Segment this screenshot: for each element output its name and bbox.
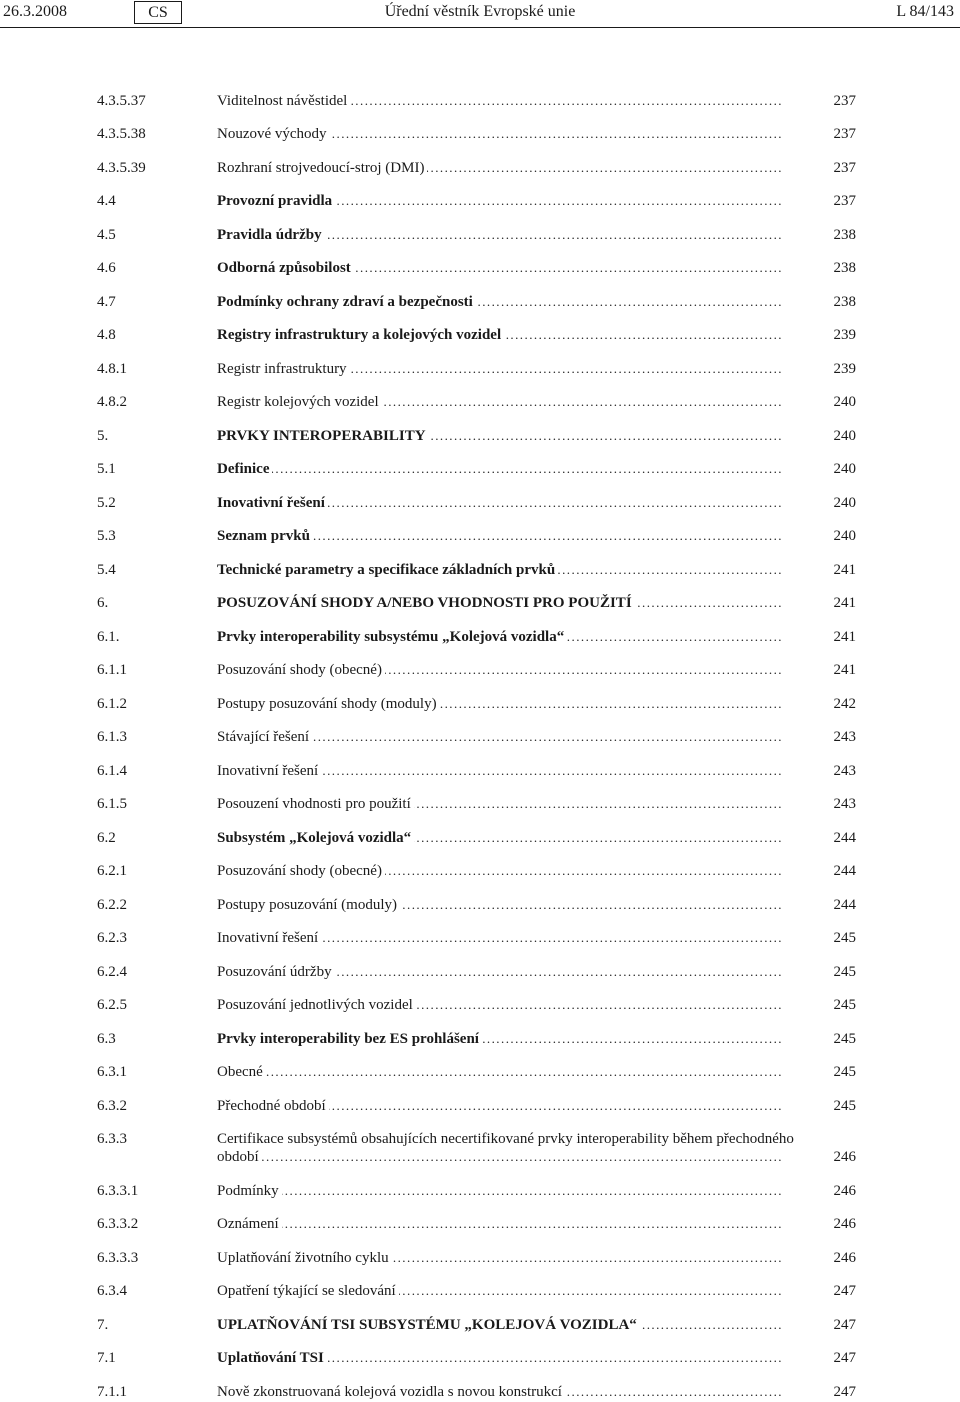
toc-entry-page: 241 xyxy=(833,595,856,611)
toc-entry-number: 6.1.4 xyxy=(97,763,127,779)
toc-entry-leader xyxy=(217,1249,810,1267)
toc-entry-number: 4.3.5.38 xyxy=(97,126,146,142)
toc-entry-leader xyxy=(217,1182,810,1200)
page-reference: L 84/143 xyxy=(896,3,954,20)
toc-entry-page: 239 xyxy=(833,327,856,343)
toc-entry-page: 245 xyxy=(833,930,856,946)
toc-entry-leader xyxy=(217,1282,810,1300)
toc-entry-leader xyxy=(217,1316,810,1334)
toc-entry-title: Stávající řešení xyxy=(217,729,312,745)
toc-entry-page: 241 xyxy=(833,562,856,578)
toc-entry-page: 240 xyxy=(833,461,856,477)
toc-entry-title: Posuzování shody (obecné) xyxy=(217,662,385,678)
toc-entry-page: 238 xyxy=(833,260,856,276)
toc-entry-page: 241 xyxy=(833,662,856,678)
toc-entry-title: Nově zkonstruovaná kolejová vozidla s novou konstrukcí xyxy=(217,1384,565,1400)
toc-entry-title: Posuzování jednotlivých vozidel xyxy=(217,997,416,1013)
toc-entry-page: 247 xyxy=(833,1283,856,1299)
toc-entry-page: 237 xyxy=(833,160,856,176)
toc-entry-title: Registr infrastruktury xyxy=(217,361,350,377)
toc-entry-number: 4.4 xyxy=(97,193,116,209)
toc-entry-number: 4.8.2 xyxy=(97,394,127,410)
toc-entry-number: 7.1 xyxy=(97,1350,116,1366)
toc-entry-title: Viditelnost návěstidel xyxy=(217,93,350,109)
toc-entry-title: POSUZOVÁNÍ SHODY A/NEBO VHODNOSTI PRO POUŽITÍ xyxy=(217,595,635,611)
toc-entry-number: 4.3.5.39 xyxy=(97,160,146,176)
toc-entry-leader xyxy=(217,1063,810,1081)
toc-entry-number: 4.5 xyxy=(97,227,116,243)
toc-entry-leader xyxy=(217,963,810,981)
page-header xyxy=(0,0,960,28)
toc-entry-number: 6.3.3.1 xyxy=(97,1183,139,1199)
toc-entry-leader xyxy=(217,92,810,110)
toc-entry-number: 5.1 xyxy=(97,461,116,477)
toc-entry-leader xyxy=(217,762,810,780)
toc-entry-page: 243 xyxy=(833,796,856,812)
toc-entry-leader xyxy=(217,393,810,411)
journal-title: Úřední věstník Evropské unie xyxy=(384,3,576,20)
toc-entry-leader xyxy=(217,695,810,713)
toc-entry-title: Registr kolejových vozidel xyxy=(217,394,382,410)
toc-entry-leader xyxy=(217,862,810,880)
toc-entry-leader xyxy=(217,594,810,612)
toc-entry-leader xyxy=(217,795,810,813)
toc-entry-page: 237 xyxy=(833,93,856,109)
toc-entry-number: 6.2.5 xyxy=(97,997,127,1013)
toc-entry-leader xyxy=(217,1349,810,1367)
toc-entry-page: 245 xyxy=(833,1064,856,1080)
toc-entry-leader xyxy=(217,628,810,646)
toc-entry-number: 5. xyxy=(97,428,109,444)
toc-entry-title: PRVKY INTEROPERABILITY xyxy=(217,428,429,444)
toc-entry-number: 6.2 xyxy=(97,830,116,846)
toc-entry-page: 243 xyxy=(833,729,856,745)
toc-entry-number: 6.3.3 xyxy=(97,1131,127,1147)
toc-entry-title: Prvky interoperability subsystému „Kolejová vozidla“ xyxy=(217,629,567,645)
toc-entry-leader xyxy=(217,326,810,344)
toc-entry-number: 6.3.3.3 xyxy=(97,1250,139,1266)
toc-entry-leader xyxy=(217,1030,810,1048)
toc-entry-number: 6.2.1 xyxy=(97,863,127,879)
toc-entry-title: Rozhraní strojvedoucí-stroj (DMI) xyxy=(217,160,427,176)
toc-entry-title: Inovativní řešení xyxy=(217,930,321,946)
toc-entry-leader xyxy=(217,259,810,277)
toc-entry-page: 247 xyxy=(833,1350,856,1366)
toc-entry-title: Seznam prvků xyxy=(217,528,313,544)
toc-entry-page: 245 xyxy=(833,1098,856,1114)
toc-entry-leader xyxy=(217,360,810,378)
toc-entry-page: 245 xyxy=(833,964,856,980)
toc-entry-number: 5.3 xyxy=(97,528,116,544)
toc-entry-title: Postupy posuzování shody (moduly) xyxy=(217,696,440,712)
toc-entry-page: 246 xyxy=(833,1149,856,1165)
toc-entry-title: Registry infrastruktury a kolejových vozidel xyxy=(217,327,504,343)
toc-entry-number: 6.2.2 xyxy=(97,897,127,913)
toc-entry-page: 240 xyxy=(833,495,856,511)
toc-entry-number: 5.2 xyxy=(97,495,116,511)
toc-entry-leader xyxy=(217,125,810,143)
toc-entry-leader xyxy=(217,1097,810,1115)
toc-entry-page: 245 xyxy=(833,1031,856,1047)
toc-entry-page: 246 xyxy=(833,1183,856,1199)
toc-entry-leader xyxy=(217,159,810,177)
toc-entry-page: 247 xyxy=(833,1384,856,1400)
toc-entry-title: Inovativní řešení xyxy=(217,763,321,779)
toc-entry-number: 6.2.3 xyxy=(97,930,127,946)
toc-entry-title: Opatření týkající se sledování xyxy=(217,1283,399,1299)
toc-entry-leader xyxy=(217,929,810,947)
toc-entry-leader xyxy=(217,226,810,244)
toc-entry-title: Posuzování údržby xyxy=(217,964,335,980)
toc-entry-title: Odborná způsobilost xyxy=(217,260,354,276)
toc-entry-number: 5.4 xyxy=(97,562,116,578)
toc-entry-page: 244 xyxy=(833,897,856,913)
toc-entry-page: 246 xyxy=(833,1216,856,1232)
toc-entry-title: Posuzování shody (obecné) xyxy=(217,863,385,879)
toc-entry-page: 239 xyxy=(833,361,856,377)
toc-entry-page: 247 xyxy=(833,1317,856,1333)
toc-entry-page: 243 xyxy=(833,763,856,779)
toc-entry-leader xyxy=(217,1383,810,1401)
language-code-box: CS xyxy=(134,1,182,24)
toc-entry-title: Přechodné období xyxy=(217,1098,329,1114)
toc-entry-leader xyxy=(217,1215,810,1233)
toc-entry-leader xyxy=(217,192,810,210)
toc-entry-title: Provozní pravidla xyxy=(217,193,335,209)
toc-entry-page: 241 xyxy=(833,629,856,645)
toc-entry-leader xyxy=(217,494,810,512)
toc-entry-number: 7. xyxy=(97,1317,109,1333)
toc-entry-page: 238 xyxy=(833,294,856,310)
toc-entry-number: 7.1.1 xyxy=(97,1384,127,1400)
toc-entry-title: Inovativní řešení xyxy=(217,495,328,511)
toc-entry-title: UPLATŇOVÁNÍ TSI SUBSYSTÉMU „KOLEJOVÁ VOZIDLA“ xyxy=(217,1317,640,1333)
toc-entry-page: 240 xyxy=(833,394,856,410)
toc-entry-title: Subsystém „Kolejová vozidla“ xyxy=(217,830,414,846)
toc-entry-title: období xyxy=(217,1149,262,1165)
toc-entry-number: 6. xyxy=(97,595,109,611)
toc-entry-title: Definice xyxy=(217,461,272,477)
toc-entry-number: 6.1.5 xyxy=(97,796,127,812)
toc-entry-number: 6.1.3 xyxy=(97,729,127,745)
toc-entry-number: 6.3.3.2 xyxy=(97,1216,139,1232)
toc-entry-title: Posouzení vhodnosti pro použití xyxy=(217,796,414,812)
toc-entry-title: Podmínky ochrany zdraví a bezpečnosti xyxy=(217,294,476,310)
toc-entry-title: Prvky interoperability bez ES prohlášení xyxy=(217,1031,482,1047)
toc-entry-page: 237 xyxy=(833,193,856,209)
toc-entry-number: 4.7 xyxy=(97,294,116,310)
toc-entry-leader xyxy=(217,427,810,445)
toc-entry-page: 238 xyxy=(833,227,856,243)
toc-entry-leader xyxy=(217,829,810,847)
toc-entry-leader xyxy=(217,1148,810,1166)
toc-entry-title: Nouzové východy xyxy=(217,126,330,142)
toc-entry-number: 4.8.1 xyxy=(97,361,127,377)
toc-entry-title: Podmínky xyxy=(217,1183,282,1199)
toc-entry-leader xyxy=(217,561,810,579)
toc-entry-leader xyxy=(217,460,810,478)
toc-entry-number: 6.1.2 xyxy=(97,696,127,712)
toc-entry-page: 244 xyxy=(833,830,856,846)
toc-entry-page: 237 xyxy=(833,126,856,142)
toc-entry-number: 6.3.2 xyxy=(97,1098,127,1114)
toc-entry-number: 6.1.1 xyxy=(97,662,127,678)
toc-entry-leader xyxy=(217,728,810,746)
toc-entry-page: 245 xyxy=(833,997,856,1013)
toc-entry-leader xyxy=(217,527,810,545)
toc-entry-title: Pravidla údržby xyxy=(217,227,325,243)
toc-entry-number: 4.6 xyxy=(97,260,116,276)
toc-entry-number: 4.8 xyxy=(97,327,116,343)
toc-entry-page: 240 xyxy=(833,428,856,444)
toc-entry-title: Obecné xyxy=(217,1064,266,1080)
toc-entry-page: 240 xyxy=(833,528,856,544)
toc-entry-title: Postupy posuzování (moduly) xyxy=(217,897,400,913)
toc-entry-title: Oznámení xyxy=(217,1216,282,1232)
toc-entry-leader xyxy=(217,293,810,311)
toc-entry-number: 6.2.4 xyxy=(97,964,127,980)
publication-date: 26.3.2008 xyxy=(3,3,67,20)
toc-entry-title: Uplatňování životního cyklu xyxy=(217,1250,392,1266)
toc-entry-number: 6.3.4 xyxy=(97,1283,127,1299)
toc-entry-title: Uplatňování TSI xyxy=(217,1350,327,1366)
toc-entry-number: 6.3 xyxy=(97,1031,116,1047)
toc-entry-leader xyxy=(217,996,810,1014)
toc-entry-page: 246 xyxy=(833,1250,856,1266)
toc-entry-leader xyxy=(217,661,810,679)
toc-entry-number: 6.1. xyxy=(97,629,120,645)
toc-entry-page: 242 xyxy=(833,696,856,712)
toc-entry-title: Technické parametry a specifikace základních prvků xyxy=(217,562,558,578)
toc-entry-leader xyxy=(217,896,810,914)
toc-entry-page: 244 xyxy=(833,863,856,879)
toc-entry-number: 4.3.5.37 xyxy=(97,93,146,109)
toc-entry-title-line1: Certifikace subsystémů obsahujících necertifikované prvky interoperability během přechodného xyxy=(217,1131,794,1147)
toc-entry-number: 6.3.1 xyxy=(97,1064,127,1080)
